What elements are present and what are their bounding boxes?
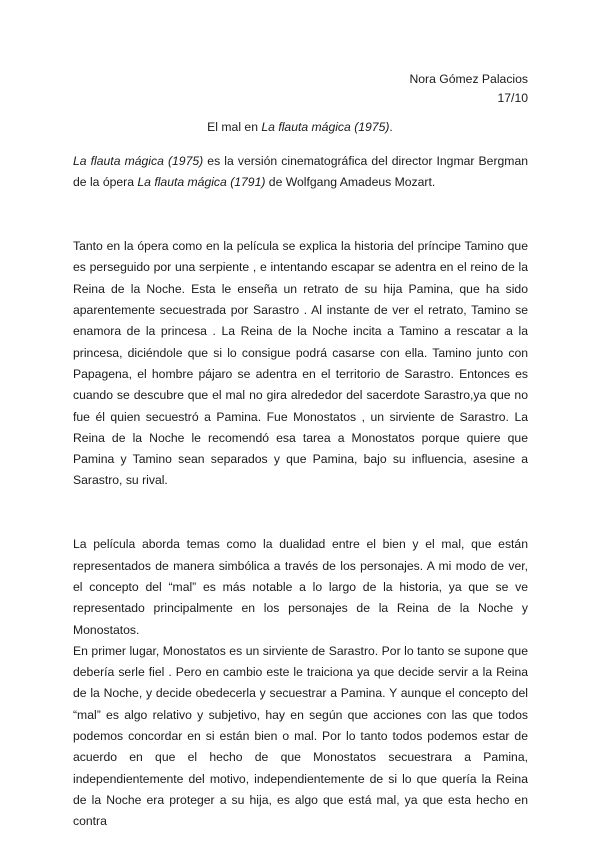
themes-paragraph: La película aborda temas como la dualidad entre el bien y el mal, que están representados de manera simbólica a través de los personajes. A mi modo de ver, el concepto del “mal” es más notable a lo largo de la historia, ya que se ve representado principalmente en los personajes de la Reina de la Noche y Monostatos. — [73, 537, 528, 637]
document-header — [409, 70, 528, 108]
paragraph-gap — [73, 492, 528, 513]
title-suffix: . — [389, 120, 393, 134]
intro-text-1: es la versión cinematográfica del director Ingmar Bergman de la ópera — [73, 154, 528, 190]
paragraph-gap — [73, 513, 528, 534]
intro-opera-title: La flauta mágica (1791) — [137, 175, 266, 190]
title-italic: La flauta mágica (1975) — [261, 120, 390, 134]
document-title — [0, 118, 600, 137]
intro-paragraph — [73, 151, 528, 194]
document-date: 17/10 — [497, 91, 528, 105]
summary-paragraph: Tanto en la ópera como en la película se explica la historia del príncipe Tamino que es perseguido por una serpiente , e intentando escapar se adentra en el reino de la Reina de la Noche. Esta le enseña un retrato de su hija Pamina, que ha sido aparentemente secuestrada por Sarastro . Al instante de ver el retrato, Tamino se enamora de la princesa . La Reina de la Noche incita a Tamino a rescatar a la princesa, diciéndole que si lo consigue podrá casarse con ella. Tamino junto con Papagena, el hombre pájaro se adentra en el territorio de Sarastro. Entonces es cuando se descubre que el mal no gira alrededor del sacerdote Sarastro,ya que no fue él quien secuestró a Pamina. Fue Monostatos , un sirviente de Sarastro. La Reina de la Noche le recomendó esa tarea a Monostatos porque quiere que Pamina y Tamino sean separados y que Pamina, bajo su influencia, asesine a Sarastro, su rival. — [73, 239, 528, 488]
paragraph-gap — [73, 215, 528, 236]
document-body — [73, 151, 528, 833]
author-name: Nora Gómez Palacios — [409, 72, 528, 86]
intro-text-2: de Wolfgang Amadeus Mozart. — [265, 175, 436, 190]
intro-film-title: La flauta mágica (1975) — [73, 154, 204, 168]
title-prefix: El mal en — [207, 120, 262, 134]
monostatos-paragraph: En primer lugar, Monostatos es un sirviente de Sarastro. Por lo tanto se supone que debería serle fiel . Pero en cambio este le traiciona ya que decide servir a la Reina de la Noche, y decide obedecerla y secuestrar a Pamina. Y aunque el concepto del “mal” es algo relativo y subjetivo, hay en según que acciones con las que todos podemos concordar en si están bien o mal. Por lo tanto todos podemos estar de acuerdo en que el hecho de que Monostatos secuestrara a Pamina, independientemente del motivo, independientemente de si lo que quería la Reina de la Noche era proteger a su hija, es algo que está mal, ya que esta hecho en contra — [73, 643, 528, 829]
paragraph-gap — [73, 194, 528, 215]
